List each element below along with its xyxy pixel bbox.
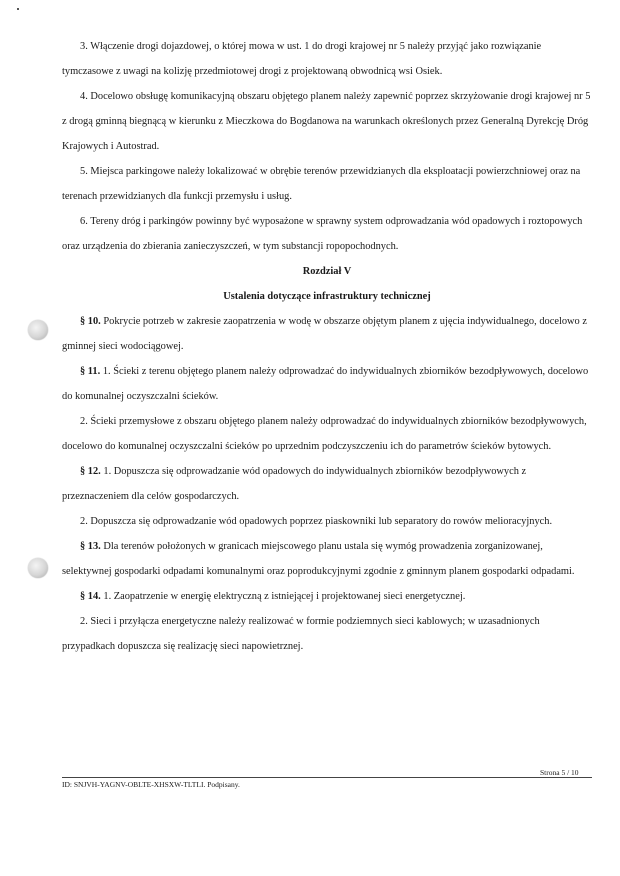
section-11-item-2: 2. Ścieki przemysłowe z obszaru objętego planem należy odprowadzać do indywidualnych zbiorników bezodpływowych, docelowo do komunalnej oczyszczalni ścieków po uprzednim podczyszczeniu ich do parametrów ścieków bytowych.: [62, 416, 587, 452]
document-body: [62, 34, 592, 659]
section-12-label: § 12.: [80, 466, 101, 477]
section-12-text: 1. Dopuszcza się odprowadzanie wód opadowych do indywidualnych zbiorników bezodpływowych z przeznaczeniem dla celów gospodarczych.: [62, 466, 527, 502]
paragraph-3: 3. Włączenie drogi dojazdowej, o której mowa w ust. 1 do drogi krajowej nr 5 należy przyjąć jako rozwiązanie tymczasowe z uwagi na kolizję przedmiotowej drogi z projektowaną obwodnicą wsi Osiek.: [62, 41, 542, 77]
section-14-item-2: 2. Sieci i przyłącza energetyczne należy realizować w formie podziemnych sieci kablowych; w uzasadnionych przypadkach dopuszcza się realizację sieci napowietrznej.: [62, 616, 540, 652]
section-12: [62, 459, 592, 509]
section-11-text: 1. Ścieki z terenu objętego planem należy odprowadzać do indywidualnych zbiorników bezodpływowych, docelowo do komunalnej oczyszczalni ścieków.: [62, 366, 589, 402]
scan-speck: [17, 8, 19, 10]
section-10-label: § 10.: [80, 316, 101, 327]
punch-hole-lower: [28, 558, 48, 578]
section-10-text: Pokrycie potrzeb w zakresie zaopatrzenia w wodę w obszarze objętym planem z ujęcia indywidualnego, docelowo z gminnej sieci wodociągowej.: [62, 316, 587, 352]
chapter-title: Rozdział V: [302, 266, 352, 277]
paragraph-4: 4. Docelowo obsługę komunikacyjną obszaru objętego planem należy zapewnić poprzez skrzyżowanie drogi krajowej nr 5 z drogą gminną biegnącą w kierunku z Mieczkowa do Bogdanowa na warunkach określonych przez Generalną Dyrekcję Dróg Krajowych i Autostrad.: [62, 91, 591, 152]
page-number: Strona 5 / 10: [540, 768, 579, 777]
paragraph-6: 6. Tereny dróg i parkingów powinny być wyposażone w sprawny system odprowadzania wód opadowych i roztopowych oraz urządzenia do zbierania zanieczyszczeń, w tym substancji ropopochodnych.: [62, 216, 583, 252]
section-14-text: 1. Zaopatrzenie w energię elektryczną z istniejącej i projektowanej sieci energetycznej.: [100, 591, 466, 602]
chapter-subtitle: Ustalenia dotyczące infrastruktury technicznej: [223, 291, 431, 302]
section-13-text: Dla terenów położonych w granicach miejscowego planu ustala się wymóg prowadzenia zorganizowanej, selektywnej gospodarki odpadami komunalnymi oraz poprodukcyjnymi zgodnie z gminnym planem gospodarki odpadami.: [62, 541, 575, 577]
document-id: ID: SNJVH-YAGNV-OBLTE-XHSXW-TLTLI. Podpisany.: [62, 780, 240, 789]
section-14-label: § 14.: [80, 591, 101, 602]
section-14: [62, 584, 592, 609]
paragraph-5: 5. Miejsca parkingowe należy lokalizować w obrębie terenów przewidzianych dla eksploatacji powierzchniowej oraz na terenach przewidzianych dla funkcji przemysłu i usług.: [62, 166, 581, 202]
section-13: [62, 534, 592, 584]
footer-divider: [62, 777, 592, 778]
section-11: [62, 359, 592, 409]
section-11-label: § 11.: [80, 366, 101, 377]
section-10: [62, 309, 592, 359]
punch-hole-upper: [28, 320, 48, 340]
section-13-label: § 13.: [80, 541, 101, 552]
section-12-item-2: 2. Dopuszcza się odprowadzanie wód opadowych poprzez piaskowniki lub separatory do rowów melioracyjnych.: [80, 516, 553, 527]
